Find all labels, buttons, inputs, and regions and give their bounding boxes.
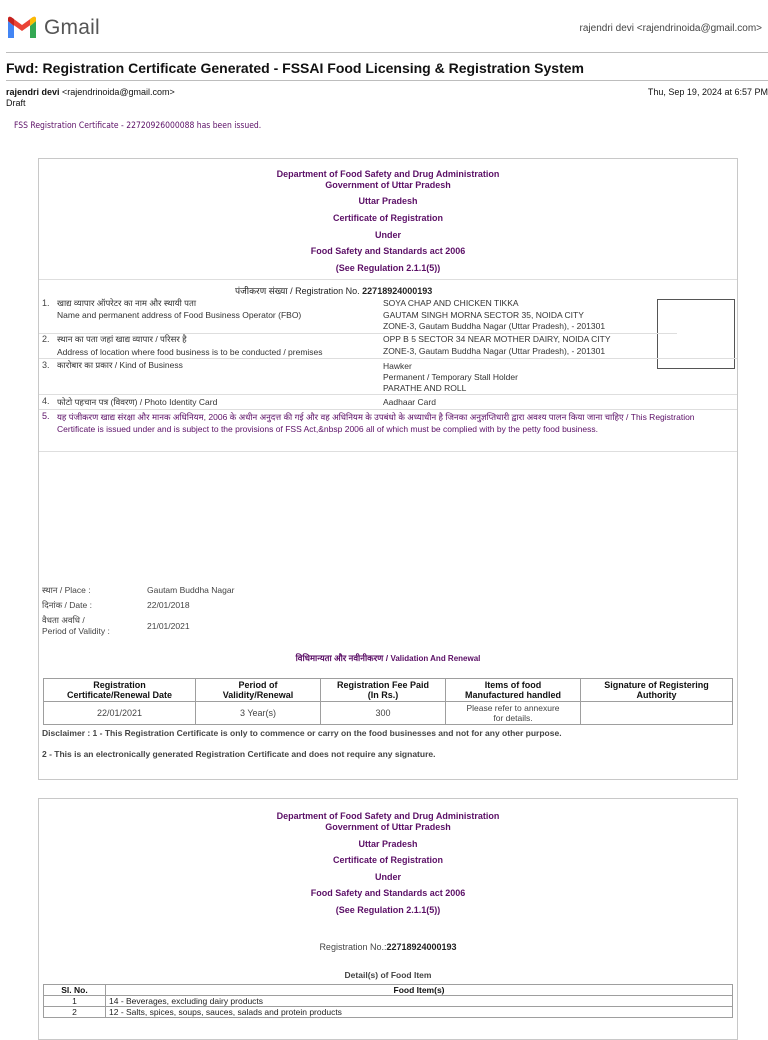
item-number: 4. [42, 396, 50, 406]
table-row [44, 702, 733, 725]
item-number: 1. [42, 298, 50, 308]
act-name: Food Safety and Standards act 2006 [310, 246, 466, 256]
subject-divider [6, 80, 768, 81]
cell: 14 - Beverages, excluding dairy products [106, 996, 733, 1007]
cell: 1 [44, 996, 106, 1007]
sender [6, 87, 175, 97]
renewal-hindi: विधिमान्यता और नवीनीकरण [295, 653, 384, 663]
premises-address [383, 334, 611, 357]
reg-value: 22718924000193 [362, 286, 433, 296]
item-number: 3. [42, 360, 50, 370]
value-line: GAUTAM SINGH MORNA SECTOR 35, NOIDA CITY [383, 309, 584, 320]
cell: 22/01/2021 [44, 702, 196, 725]
account-email: rajendri devi <rajendrinoida@gmail.com> [579, 23, 762, 34]
annexure-registration-number [39, 942, 737, 952]
renewal-table [43, 678, 733, 725]
state-name: Uttar Pradesh [358, 196, 418, 206]
photo-id-label: फोटो पहचान पत्र (विवरण) / Photo Identity Card [57, 397, 218, 407]
photo-id-value: Aadhaar Card [383, 397, 436, 407]
sender-email: <rajendrinoida@gmail.com> [62, 87, 175, 97]
act-name: Food Safety and Standards act 2006 [310, 888, 466, 898]
place-label: स्थान / Place : [42, 585, 91, 595]
divider [39, 394, 737, 395]
renewal-sep: / [383, 653, 391, 663]
regulation-ref: (See Regulation 2.1.1(5)) [335, 905, 441, 915]
col-header: Food Item(s) [106, 985, 733, 996]
under-text: Under [374, 872, 401, 882]
value-line: ZONE-3, Gautam Buddha Nagar (Uttar Pradesh), - 201301 [383, 345, 606, 356]
food-items-table [43, 984, 733, 1018]
annexure-certificate [38, 798, 738, 1040]
col-header: Items of food Manufactured handled [446, 679, 581, 702]
draft-status: Draft [6, 98, 26, 108]
date-label: दिनांक / Date : [42, 600, 92, 610]
certificate-title: Certificate of Registration [332, 855, 444, 865]
cell: Please refer to annexure for details. [446, 702, 581, 725]
table-header-row [44, 679, 733, 702]
dept-name: Department of Food Safety and Drug Administration [276, 169, 500, 179]
disclaimer-1: Disclaimer : 1 - This Registration Certificate is only to commence or carry on the food businesses and not for any other purpose. [42, 728, 562, 738]
business-kind [383, 361, 518, 394]
date-value: 22/01/2018 [147, 600, 190, 610]
cell: 12 - Salts, spices, soups, sauces, salads and protein products [106, 1007, 733, 1018]
item-number: 2. [42, 334, 50, 344]
cell [581, 702, 733, 725]
issued-notice: FSS Registration Certificate - 22720926000088 has been issued. [14, 121, 262, 131]
dept-name: Department of Food Safety and Drug Administration [276, 811, 500, 821]
place-value: Gautam Buddha Nagar [147, 585, 235, 595]
table-row [44, 996, 733, 1007]
gmail-m-icon [6, 16, 38, 40]
business-kind-label: कारोबार का प्रकार / Kind of Business [57, 360, 183, 370]
table-row [44, 1007, 733, 1018]
cell: 300 [321, 702, 446, 725]
item-number: 5. [42, 411, 50, 421]
certificate-title: Certificate of Registration [332, 213, 444, 223]
premises-label-english: Address of location where food business is to be conducted / premises [57, 347, 323, 357]
fbo-label-english: Name and permanent address of Food Business Operator (FBO) [57, 310, 302, 320]
fbo-name-address [383, 298, 605, 333]
govt-name: Government of Uttar Pradesh [325, 822, 451, 832]
divider [39, 451, 737, 452]
fbo-label-hindi: खाद्य व्यापार ऑपरेटर का नाम और स्थायी पता [57, 298, 197, 308]
validity-label-english: Period of Validity : [42, 626, 110, 636]
email-subject: Fwd: Registration Certificate Generated - FSSAI Food Licensing & Registration System [6, 60, 584, 76]
renewal-english: Validation And Renewal [390, 654, 481, 663]
premises-label-hindi: स्थान का पता जहां खाद्य व्यापार / परिसर है [57, 334, 187, 344]
food-items-title: Detail(s) of Food Item [344, 970, 432, 980]
cell: 3 Year(s) [196, 702, 321, 725]
col-header: Signature of Registering Authority [581, 679, 733, 702]
divider [39, 279, 737, 280]
divider [39, 409, 737, 410]
col-header: Sl. No. [44, 985, 106, 996]
registration-number [235, 284, 432, 297]
value-line: ZONE-3, Gautam Buddha Nagar (Uttar Pradesh), - 201301 [383, 321, 606, 331]
sender-name: rajendri devi [6, 87, 60, 97]
value-line: SOYA CHAP AND CHICKEN TIKKA [383, 298, 519, 308]
header-divider [6, 52, 768, 53]
value-line: PARATHE AND ROLL [383, 383, 467, 393]
reg-label: Registration No.: [319, 942, 387, 952]
under-text: Under [374, 230, 401, 240]
table-header-row [44, 985, 733, 996]
email-date: Thu, Sep 19, 2024 at 6:57 PM [647, 87, 768, 97]
reg-label: पंजीकरण संख्या / Registration No. [235, 286, 360, 296]
validity-label-hindi: वैधता अवधि / [42, 615, 85, 625]
gmail-wordmark: Gmail [44, 16, 100, 39]
cell: 2 [44, 1007, 106, 1018]
disclaimer-2: 2 - This is an electronically generated Registration Certificate and does not require any signature. [42, 749, 436, 759]
reg-value: 22718924000193 [386, 942, 457, 952]
value-line: Permanent / Temporary Stall Holder [383, 372, 518, 382]
validity-value: 21/01/2021 [147, 621, 190, 631]
validation-renewal-heading [39, 653, 737, 664]
regulation-ref: (See Regulation 2.1.1(5)) [335, 263, 441, 273]
validity-label [42, 615, 110, 637]
state-name: Uttar Pradesh [358, 839, 418, 849]
value-line: Hawker [383, 361, 412, 371]
col-header: Registration Certificate/Renewal Date [44, 679, 196, 702]
gmail-logo[interactable] [6, 14, 100, 42]
value-line: OPP B 5 SECTOR 34 NEAR MOTHER DAIRY, NOIDA CITY [383, 334, 611, 344]
registration-certificate [38, 158, 738, 780]
govt-name: Government of Uttar Pradesh [325, 180, 451, 190]
col-header: Registration Fee Paid (In Rs.) [321, 679, 446, 702]
col-header: Period of Validity/Renewal [196, 679, 321, 702]
compliance-statement: यह पंजीकरण खाद्य संरक्षा और मानक अधिनियम, 2006 के अधीन अनुदत्त की गई और वह अधिनियम के उपबंधो के अध्याधीन है जिनका अनुज्ञप्तिधारी द्वारा अवश्य पालन किया जाना चाहिए / This Registration Certificate is issued under and is subject to the provisions of FSS Act,&nbsp 2006 all of which must be complied with by the petty food business. [57, 412, 695, 434]
divider [39, 358, 737, 359]
